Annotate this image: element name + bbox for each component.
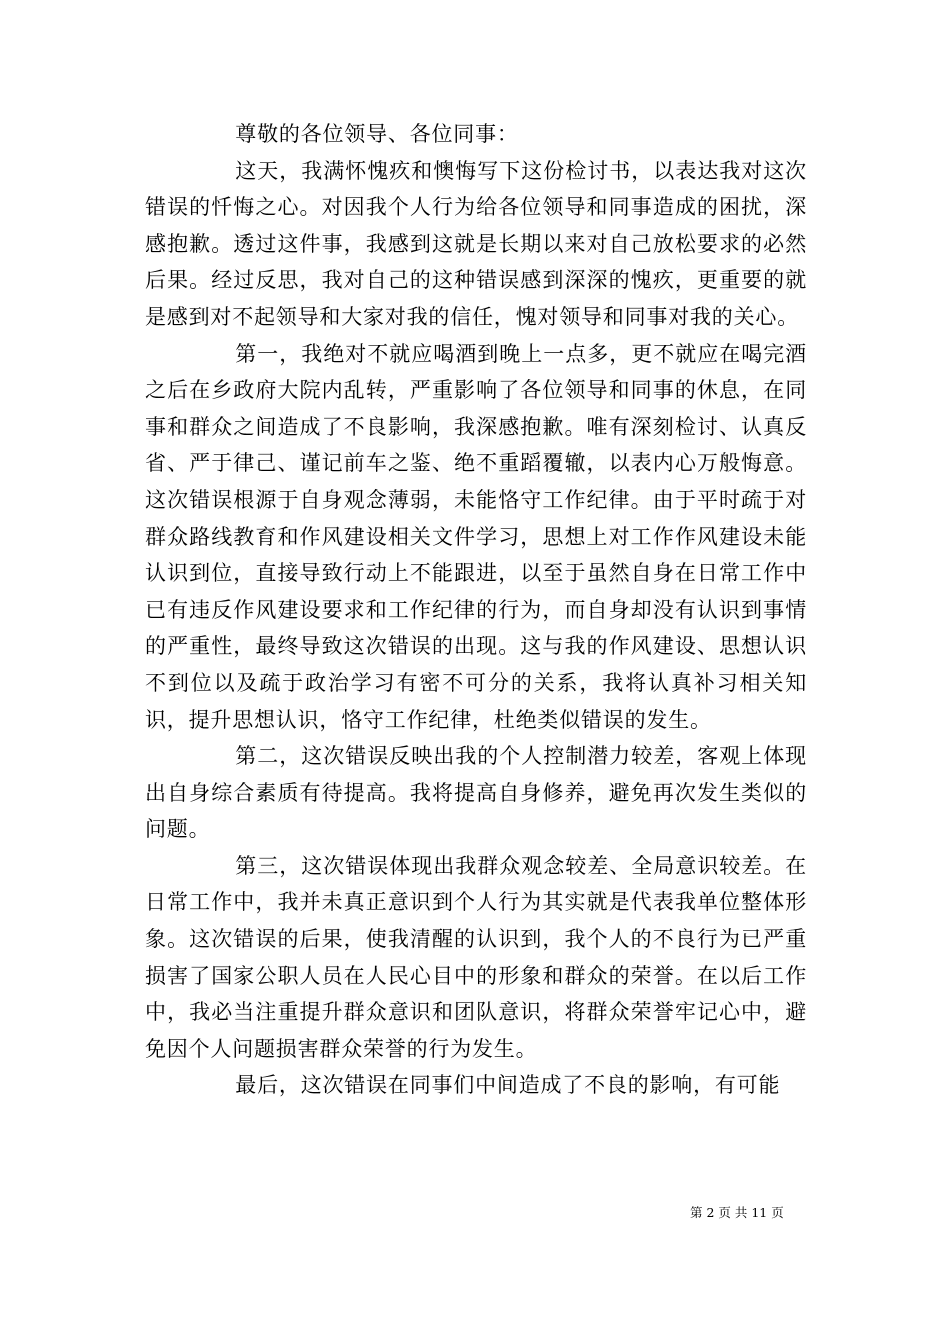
salutation: 尊敬的各位领导、各位同事：	[235, 122, 519, 146]
document-body	[145, 116, 807, 1104]
paragraph-third: 第三，这次错误体现出我群众观念较差、全局意识较差。在日常工作中，我并未真正意识到个人行为其实就是代表我单位整体形象。这次错误的后果，使我清醒的认识到，我个人的不良行为已严重损害了国家公职人员在人民心目中的形象和群众的荣誉。在以后工作中，我必当注重提升群众意识和团队意识，将群众荣誉牢记心中，避免因个人问题损害群众荣誉的行为发生。	[145, 853, 807, 1061]
page-number-footer: 第 2 页 共 11 页	[690, 1205, 784, 1220]
paragraph-second: 第二，这次错误反映出我的个人控制潜力较差，客观上体现出自身综合素质有待提高。我将提高自身修养，避免再次发生类似的问题。	[145, 744, 807, 842]
paragraph-intro: 这天，我满怀愧疚和懊悔写下这份检讨书，以表达我对这次错误的忏悔之心。对因我个人行为给各位领导和同事造成的困扰，深感抱歉。透过这件事，我感到这就是长期以来对自己放松要求的必然后果。经过反思，我对自己的这种错误感到深深的愧疚，更重要的就是感到对不起领导和大家对我的信任，愧对领导和同事对我的关心。	[145, 158, 807, 329]
paragraph-first: 第一，我绝对不就应喝酒到晚上一点多，更不就应在喝完酒之后在乡政府大院内乱转，严重影响了各位领导和同事的休息，在同事和群众之间造成了不良影响，我深感抱歉。唯有深刻检讨、认真反省、严于律己、谨记前车之鉴、绝不重蹈覆辙，以表内心万般悔意。这次错误根源于自身观念薄弱，未能恪守工作纪律。由于平时疏于对群众路线教育和作风建设相关文件学习，思想上对工作作风建设未能认识到位，直接导致行动上不能跟进，以至于虽然自身在日常工作中已有违反作风建设要求和工作纪律的行为，而自身却没有认识到事情的严重性，最终导致这次错误的出现。这与我的作风建设、思想认识不到位以及疏于政治学习有密不可分的关系，我将认真补习相关知识，提升思想认识，恪守工作纪律，杜绝类似错误的发生。	[145, 341, 807, 732]
paragraph-last: 最后，这次错误在同事们中间造成了不良的影响，有可能	[235, 1073, 781, 1098]
